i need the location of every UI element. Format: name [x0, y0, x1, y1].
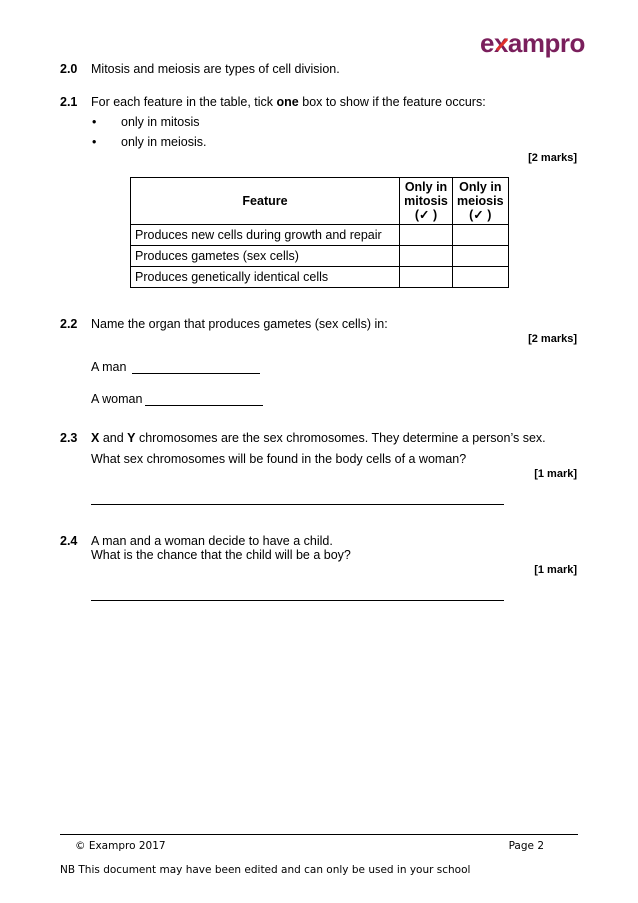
marks-2-1: [2 marks] — [528, 152, 577, 164]
header-feature: Feature — [131, 178, 400, 225]
question-2-3-prompt: What sex chromosomes will be found in the body cells of a woman? — [91, 452, 467, 466]
table-row — [131, 225, 509, 246]
tick-box-mitosis[interactable] — [400, 246, 453, 267]
question-number-2-2: 2.2 — [60, 317, 78, 331]
footer-copyright: © Exampro 2017 — [75, 840, 166, 852]
answer-line-woman[interactable] — [145, 392, 263, 406]
footer-divider — [60, 834, 578, 835]
label-a-woman: A woman — [91, 392, 143, 406]
feature-table — [130, 177, 509, 288]
question-text-2-4-line2: What is the chance that the child will be a boy? — [91, 548, 351, 562]
feature-cell: Produces genetically identical cells — [131, 267, 400, 288]
question-number-2-0: 2.0 — [60, 62, 78, 76]
table-header-row — [131, 178, 509, 225]
label-a-man: A man — [91, 360, 127, 374]
answer-line-2-3[interactable] — [91, 494, 504, 505]
question-number-2-1: 2.1 — [60, 95, 78, 109]
emphasis-one: one — [276, 95, 299, 109]
bullet-meiosis: only in meiosis. — [121, 135, 207, 149]
tick-box-mitosis[interactable] — [400, 267, 453, 288]
tick-box-meiosis[interactable] — [453, 225, 509, 246]
emphasis-y: Y — [127, 431, 136, 445]
table-row — [131, 246, 509, 267]
bullet-mitosis: only in mitosis — [121, 115, 200, 129]
answer-line-2-4[interactable] — [91, 590, 504, 601]
question-number-2-4: 2.4 — [60, 534, 78, 548]
question-text-2-1: For each feature in the table, tick one box to show if the feature occurs: — [91, 95, 486, 109]
bullet-dot: • — [92, 115, 97, 129]
marks-2-4: [1 mark] — [534, 564, 577, 576]
marks-2-2: [2 marks] — [528, 333, 577, 345]
bullet-dot: • — [92, 135, 97, 149]
footer-page-number: Page 2 — [508, 840, 544, 852]
answer-line-man[interactable] — [132, 360, 260, 374]
logo-text: exampro — [480, 30, 585, 58]
emphasis-x: X — [91, 431, 100, 445]
feature-cell: Produces gametes (sex cells) — [131, 246, 400, 267]
question-text-2-3: X and Y chromosomes are the sex chromosomes. They determine a person’s sex. — [91, 431, 546, 445]
tick-box-mitosis[interactable] — [400, 225, 453, 246]
question-number-2-3: 2.3 — [60, 431, 78, 445]
tick-box-meiosis[interactable] — [453, 246, 509, 267]
marks-2-3: [1 mark] — [534, 468, 577, 480]
header-only-in-meiosis: Only in meiosis (✓ ) — [453, 178, 509, 225]
exampro-logo — [480, 30, 602, 58]
table-row — [131, 267, 509, 288]
question-text-2-2: Name the organ that produces gametes (sex cells) in: — [91, 317, 388, 331]
question-text-2-0: Mitosis and meiosis are types of cell division. — [91, 62, 340, 76]
tick-box-meiosis[interactable] — [453, 267, 509, 288]
footer-note: NB This document may have been edited and can only be used in your school — [60, 864, 471, 876]
question-text-2-4-line1: A man and a woman decide to have a child. — [91, 534, 333, 548]
header-only-in-mitosis: Only in mitosis (✓ ) — [400, 178, 453, 225]
feature-cell: Produces new cells during growth and repair — [131, 225, 400, 246]
